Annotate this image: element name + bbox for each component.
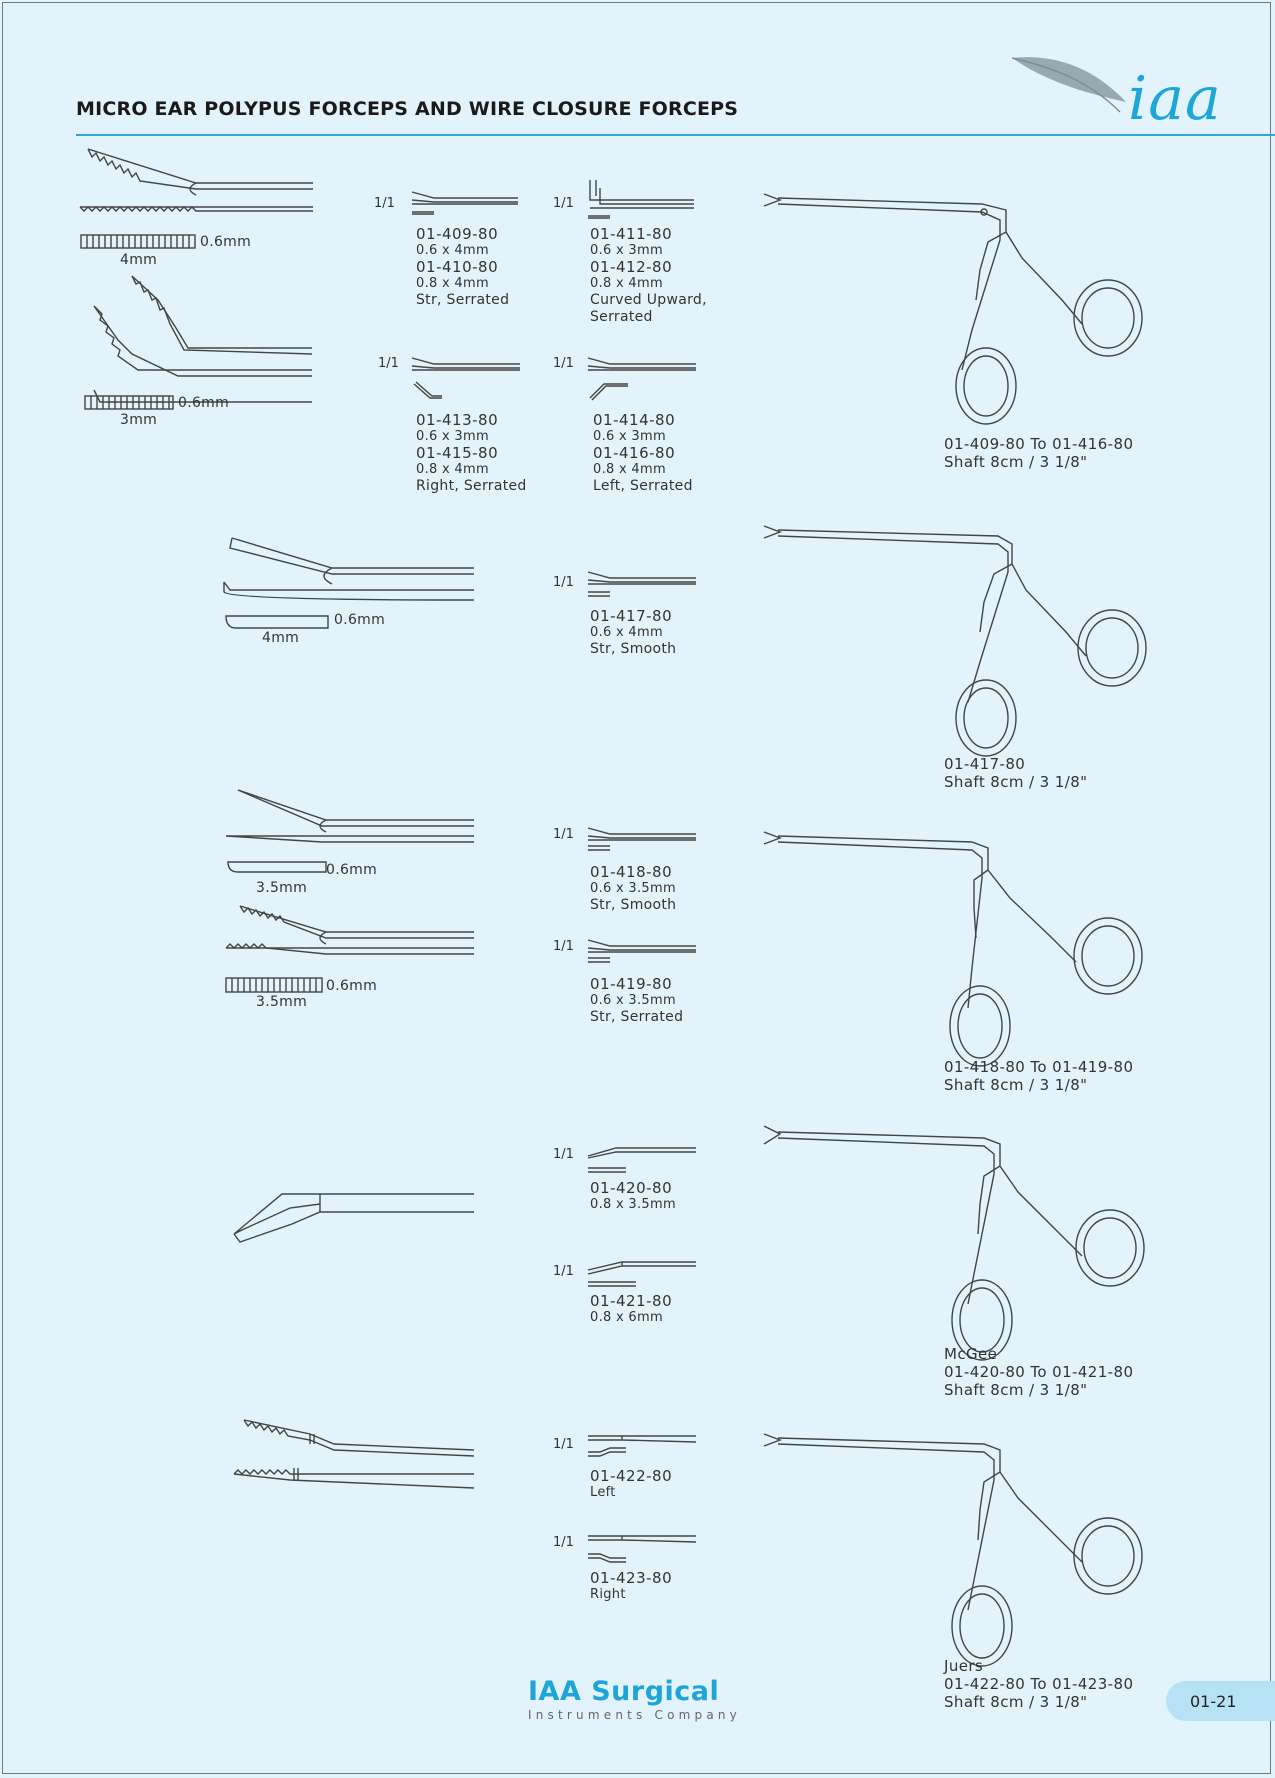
scale-label: 1/1 [553, 1264, 574, 1279]
variant-size: 0.6 x 4mm [590, 625, 663, 640]
variant-desc: Serrated [590, 309, 653, 325]
tip-profile-2 [84, 394, 180, 412]
scale-label: 1/1 [553, 1437, 574, 1452]
tip-drawing-smooth-straight-2 [222, 786, 476, 866]
dim-length-2: 3mm [120, 412, 158, 428]
variant-desc: Left [590, 1485, 616, 1500]
scale-label: 1/1 [553, 196, 574, 211]
variant-size: 0.6 x 3mm [590, 243, 663, 258]
variant-code: 01-416-80 [593, 444, 676, 462]
variant-tip-419 [586, 938, 698, 964]
variant-tip-421 [586, 1256, 698, 1288]
variant-size: 0.6 x 3.5mm [590, 881, 676, 896]
tip-drawing-serrated-angled [88, 270, 318, 390]
variant-tip-411 [586, 178, 696, 220]
instrument-range: 01-422-80 To 01-423-80 [944, 1675, 1134, 1693]
footer-brand: IAA Surgical [528, 1676, 720, 1707]
instrument-range: 01-409-80 To 01-416-80 [944, 435, 1134, 453]
variant-code: 01-409-80 [416, 225, 499, 243]
dim-length-5: 3.5mm [256, 994, 308, 1010]
instrument-drawing-5 [762, 1430, 1162, 1670]
variant-tip-414 [586, 354, 698, 404]
footer-brand-subtitle: Instruments Company [528, 1708, 741, 1722]
variant-code: 01-412-80 [590, 258, 673, 276]
variant-size: 0.8 x 3.5mm [590, 1197, 676, 1212]
variant-desc: Left, Serrated [593, 478, 693, 494]
scale-label: 1/1 [553, 1535, 574, 1550]
variant-size: 0.6 x 3mm [593, 429, 666, 444]
dim-length-4: 3.5mm [256, 880, 308, 896]
instrument-shaft: Shaft 8cm / 3 1/8" [944, 1693, 1088, 1711]
instrument-drawing-1 [762, 190, 1162, 430]
variant-desc: Right [590, 1587, 626, 1602]
page-number: 01-21 [1190, 1692, 1237, 1711]
variant-code: 01-415-80 [416, 444, 499, 462]
instrument-shaft: Shaft 8cm / 3 1/8" [944, 1076, 1088, 1094]
variant-code: 01-413-80 [416, 411, 499, 429]
variant-code: 01-418-80 [590, 863, 673, 881]
instrument-name: McGee [944, 1345, 998, 1363]
scale-label: 1/1 [553, 356, 574, 371]
variant-tip-417 [586, 570, 698, 600]
variant-size: 0.8 x 4mm [593, 462, 666, 477]
instrument-range: 01-417-80 [944, 755, 1026, 773]
instrument-name: Juers [944, 1657, 984, 1675]
variant-code: 01-423-80 [590, 1569, 673, 1587]
variant-desc: Str, Smooth [590, 897, 677, 913]
variant-desc: Str, Serrated [416, 292, 510, 308]
variant-size: 0.6 x 4mm [416, 243, 489, 258]
logo-text: iaa [1128, 64, 1222, 134]
tip-drawing-mcgee [230, 1190, 476, 1250]
variant-code: 01-410-80 [416, 258, 499, 276]
dim-length-1: 4mm [120, 252, 158, 268]
scale-label: 1/1 [553, 575, 574, 590]
instrument-range: 01-418-80 To 01-419-80 [944, 1058, 1134, 1076]
variant-code: 01-421-80 [590, 1292, 673, 1310]
instrument-drawing-3 [762, 828, 1162, 1068]
variant-size: 0.8 x 4mm [416, 462, 489, 477]
scale-label: 1/1 [553, 939, 574, 954]
dim-length-3: 4mm [262, 630, 300, 646]
leaf-icon [1010, 54, 1130, 124]
dim-width-3: 0.6mm [334, 612, 386, 628]
tip-drawing-juers [230, 1416, 476, 1498]
instrument-shaft: Shaft 8cm / 3 1/8" [944, 453, 1088, 471]
variant-tip-423 [586, 1530, 698, 1562]
variant-code: 01-411-80 [590, 225, 673, 243]
variant-desc: Curved Upward, [590, 292, 707, 308]
variant-tip-409 [410, 190, 520, 216]
variant-tip-422 [586, 1432, 698, 1462]
scale-label: 1/1 [374, 196, 395, 211]
variant-size: 0.6 x 3mm [416, 429, 489, 444]
dim-width-1: 0.6mm [200, 234, 252, 250]
scale-label: 1/1 [553, 827, 574, 842]
dim-width-4: 0.6mm [326, 862, 378, 878]
variant-code: 01-422-80 [590, 1467, 673, 1485]
variant-desc: Right, Serrated [416, 478, 527, 494]
dim-width-5: 0.6mm [326, 978, 378, 994]
instrument-shaft: Shaft 8cm / 3 1/8" [944, 773, 1088, 791]
instrument-shaft: Shaft 8cm / 3 1/8" [944, 1381, 1088, 1399]
instrument-drawing-2 [762, 522, 1162, 762]
variant-code: 01-420-80 [590, 1179, 673, 1197]
variant-desc: Str, Smooth [590, 641, 677, 657]
variant-tip-420 [586, 1144, 698, 1174]
scale-label: 1/1 [553, 1147, 574, 1162]
instrument-drawing-4 [762, 1124, 1162, 1364]
page-title: MICRO EAR POLYPUS FORCEPS AND WIRE CLOSURE FORCEPS [76, 98, 739, 120]
tip-profile-1 [80, 233, 200, 251]
dim-width-2: 0.6mm [178, 395, 230, 411]
tip-drawing-serrated-straight [78, 145, 318, 245]
variant-tip-418 [586, 826, 698, 852]
variant-size: 0.6 x 3.5mm [590, 993, 676, 1008]
variant-code: 01-419-80 [590, 975, 673, 993]
variant-desc: Str, Serrated [590, 1009, 684, 1025]
variant-size: 0.8 x 4mm [416, 276, 489, 291]
variant-code: 01-417-80 [590, 607, 673, 625]
variant-code: 01-414-80 [593, 411, 676, 429]
scale-label: 1/1 [378, 356, 399, 371]
header-rule [76, 134, 1275, 136]
variant-tip-413 [410, 354, 522, 404]
instrument-range: 01-420-80 To 01-421-80 [944, 1363, 1134, 1381]
variant-size: 0.8 x 6mm [590, 1310, 663, 1325]
variant-size: 0.8 x 4mm [590, 276, 663, 291]
